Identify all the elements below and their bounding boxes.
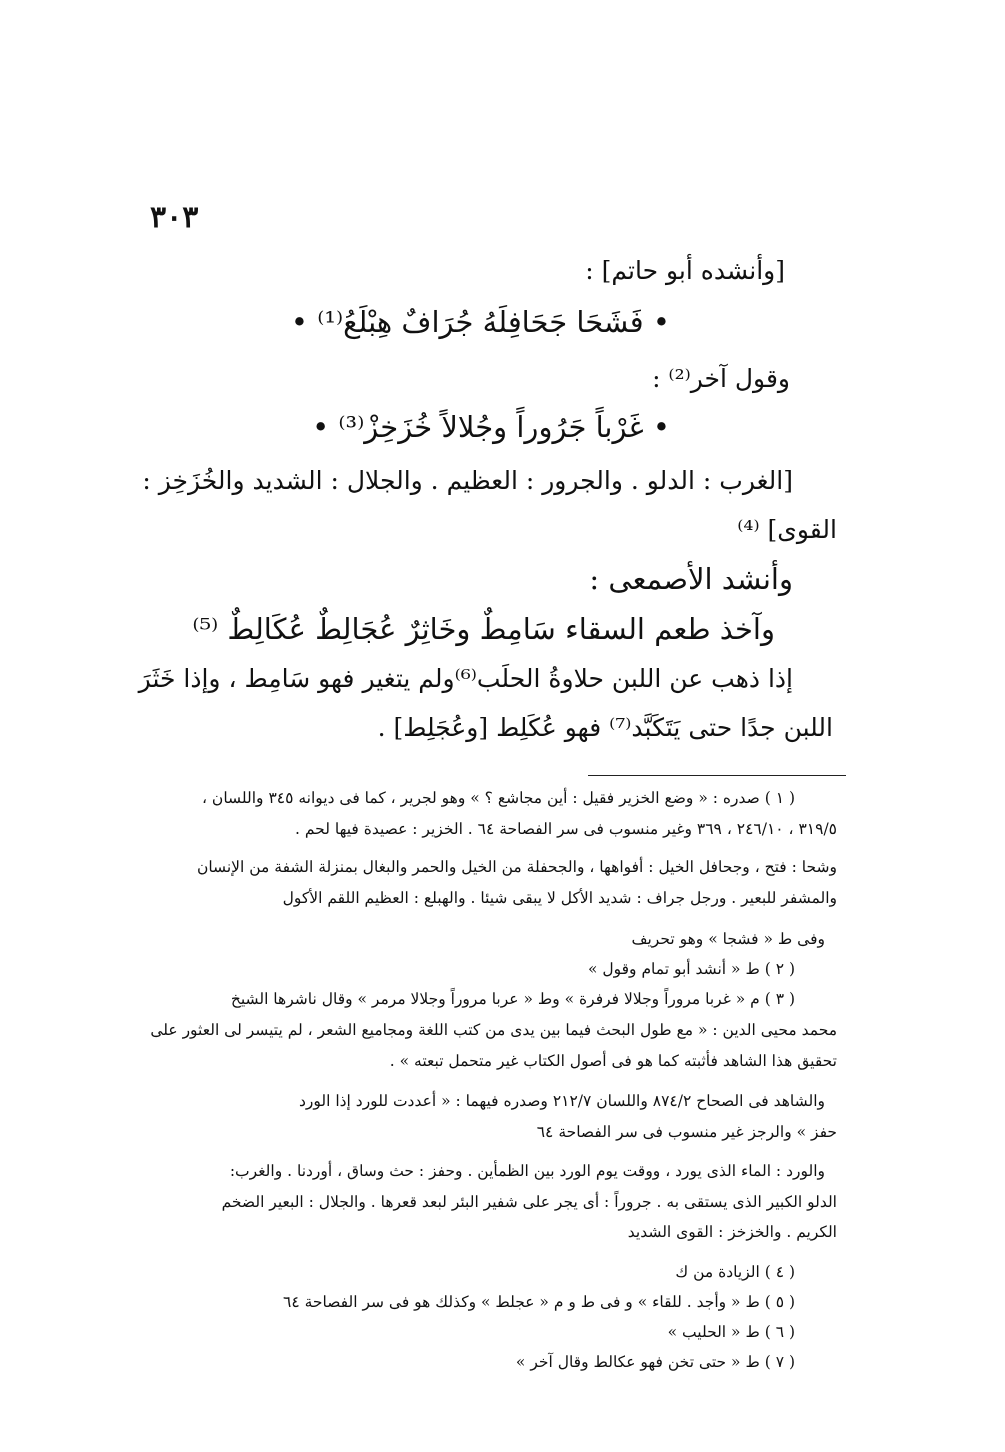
footnote-2: ( ٢ ) ط « أنشد أبو تمام وقول » — [587, 960, 795, 978]
footnote-1-note-a: وشحا : فتح ، وجحافل الخيل : أفواهها ، والجحفلة من الخيل والحمر والبغال بمنزلة الشفة من الإنسان — [196, 858, 837, 876]
page-number: ٣٠٣ — [150, 200, 199, 235]
footnote-1-variant: وفى ط « فشجا » وهو تحريف — [631, 930, 825, 948]
footnote-3-gloss-a: والورد : الماء الذى يورد ، ووقت يوم الورد بين الظمأين . وحفز : حث وساق ، أوردنا . والغرب: — [229, 1162, 825, 1180]
body-line-9: إذا ذهب عن اللبن حلاوةُ الحلَب⁽⁶⁾ولم يتغير فهو سَامِط ، وإذا خَثَرَ — [138, 664, 793, 693]
footnote-3: ( ٣ ) م « غربا مروراً وجلالا فرفرة » وط « عربا مروراً وجلالا مرمر » وقال ناشرها الشيخ — [230, 990, 795, 1008]
footnote-1-note-b: والمشفر للبعير . ورجل جراف : شديد الأكل لا يبقى شيئا . والهبلع : العظيم اللقم الأكول — [282, 889, 837, 907]
footnote-7: ( ٧ ) ط « حتى تخن فهو عكالط وقال آخر » — [515, 1353, 795, 1371]
footnote-3-cont-b: تحقيق هذا الشاهد فأثبته كما هو فى أصول الكتاب غير متحمل تبعته » . — [389, 1052, 837, 1070]
footnote-1-cont: ٣١٩/٥ ، ٢٤٦/١٠ ، ٣٦٩ وغير منسوب فى سر الفصاحة ٦٤ . الخزير : عصيدة فيها لحم . — [295, 820, 837, 838]
verse-line-1: • فَشَحَا جَحَافِلَهُ جُرَافٌ هِبْلَعُ⁽¹⁾ • — [290, 305, 670, 339]
verse-line-2: • غَرْباً جَرُوراً وجُلالاً خُزَخِزْ⁽³⁾ • — [312, 410, 670, 444]
footnote-5: ( ٥ ) ط « وأجد . للقاء » و فى ط و م « عجلط » وكذلك هو فى سر الفصاحة ٦٤ — [283, 1293, 795, 1311]
body-line-6: القوى] ⁽⁴⁾ — [737, 515, 837, 544]
verse-line-3: وآخذ طعم السقاء سَامِطٌ وخَاثِرٌ عُجَالِطٌ عُكَالِطٌ ⁽⁵⁾ — [192, 612, 775, 646]
footnote-3-gloss-c: الكريم . والخزخز : القوى الشديد — [627, 1223, 837, 1241]
body-line-10: اللبن جدًا حتى يَتَكَبَّد⁽⁷⁾ فهو عُكَلِط [وعُجَلِط] . — [377, 713, 833, 742]
body-line-1: [وأنشده أبو حاتم] : — [585, 256, 785, 285]
body-line-3: وقول آخر⁽²⁾ : — [652, 364, 790, 393]
footnote-4: ( ٤ ) الزيادة من ك — [675, 1263, 795, 1281]
footnote-3-source-cont: حفز » والرجز غير منسوب فى سر الفصاحة ٦٤ — [536, 1123, 837, 1141]
body-line-7: وأنشد الأصمعى : — [589, 562, 793, 596]
footnote-3-gloss-b: الدلو الكبير الذى يستقى به . جروراً : أى يجر على شفير البئر لبعد قعرها . والجلال : البعير الضخم — [221, 1193, 837, 1211]
footnote-3-cont-a: محمد محيى الدين : « مع طول البحث فيما بين يدى من كتب اللغة ومجاميع الشعر ، لم يتيسر لى العثور على — [150, 1021, 837, 1039]
body-line-5: [الغرب : الدلو . والجرور : العظيم . والجلال : الشديد والخُزَخِز : — [142, 466, 793, 495]
footnote-1: ( ١ ) صدره : « وضع الخزير فقيل : أين مجاشع ؟ » وهو لجرير ، كما فى ديوانه ٣٤٥ واللسان ، — [202, 789, 795, 807]
footnote-separator — [588, 775, 846, 776]
footnote-3-source: والشاهد فى الصحاح ٨٧٤/٢ واللسان ٢١٢/٧ وصدره فيهما : « أعددت للورد إذا الورد — [299, 1092, 825, 1110]
footnote-6: ( ٦ ) ط « الحليب » — [667, 1323, 795, 1341]
